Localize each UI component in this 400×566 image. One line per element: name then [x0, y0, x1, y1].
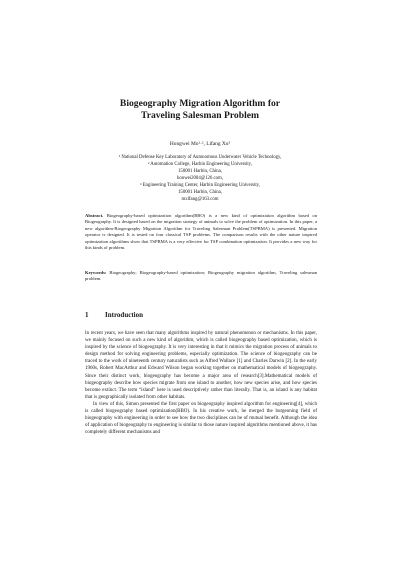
affiliation-line: ¹ National Defense Key Laboratory of Autonomous Underwater Vehicle Technology, — [118, 155, 282, 160]
abstract-label: Abstract. — [85, 213, 104, 218]
abstract — [85, 213, 317, 251]
paper-title — [40, 98, 360, 122]
section-body — [85, 330, 317, 436]
body-paragraph: In recent years, we have seen that many algorithms inspired by natural phenomenon or mechanisms. In this paper, we mainly focused on such a new kind of algorithm, which is called biogeography based optimization, which is inspired by the science of biogeography. It is very interesting in that it mimics the migration process of animals to design method for solving engineering problems, especially optimization. The science of biogeography can be traced to the work of nineteenth century naturalists such as Alfred Wallace [1] and Charles Darwin [2]. In the early 1960s, Robert MacArthur and Edward Wilson began working together on mathematical models of biogeography. Since their distinct work, biogeography has become a major area of research[3].Mathematical models of biogeography describe how species migrate from one island to another, how new species arise, and how species become extinct. The term “island” here is used descriptively rather than literally. That is, an island is any habitat that is geographically isolated from other habitats. — [85, 331, 317, 400]
title-line-1: Biogeography Migration Algorithm for — [119, 98, 281, 109]
affiliation-line: ³ Engineering Training Center, Harbin Engineering University, — [139, 183, 261, 188]
keywords — [85, 270, 317, 283]
affiliation-line: ² Automation College, Harbin Engineering University, — [147, 162, 253, 167]
section-title: Introduction — [105, 311, 143, 319]
title-line-2: Traveling Salesman Problem — [141, 110, 259, 121]
author-email[interactable]: honwei2004@126.com, — [177, 176, 223, 181]
authors: Hongwei Mo¹·², Lifang Xu³ — [169, 141, 231, 147]
affiliation-line: 150001 Harbin, China, — [178, 190, 222, 195]
affiliations — [60, 154, 340, 203]
section-heading — [85, 311, 317, 320]
section-number: 1 — [85, 311, 89, 319]
author-email[interactable]: mxlfang@163.com — [181, 197, 219, 202]
affiliation-line: 150001 Harbin, China, — [178, 169, 222, 174]
keywords-label: Keywords: — [85, 270, 107, 275]
abstract-text: Biogeography-based optimization algorithm(BBO) is a new kind of optimization algorithm based on Biogeography. It is designed based on the migration strategy of animals to solve the problem of optimization. In this paper, a new algorithm-Biogeography Migration Algorithm for Traveling Salesman Problem(TSPBMA) is presented. Migration operator is designed. It is tested on four classical TSP problems. The comparison results with the other nature inspired optimization algorithms show that TSPBMA is a very effective for TSP combination optimization. It provides a new way for this kinds of problem. — [85, 213, 317, 251]
keywords-text: Biogeography; Biogeography-based optimization; Biogeography migration algorithm, Traveling salesman problem. — [85, 270, 318, 282]
body-paragraph: In view of this, Simon presented the first paper on biogeography inspired algorithm for engineering[4], which is called biogeography based optimization(BBO). In his creative work, he merged the burgeoning field of biogeography with engineering in order to see how the two disciplines can be of mutual benefit. Although the idea of application of biogeography to engineering is similar to those nature inspired algorithms mentioned above, it has completely different mechanisms and — [85, 401, 317, 436]
